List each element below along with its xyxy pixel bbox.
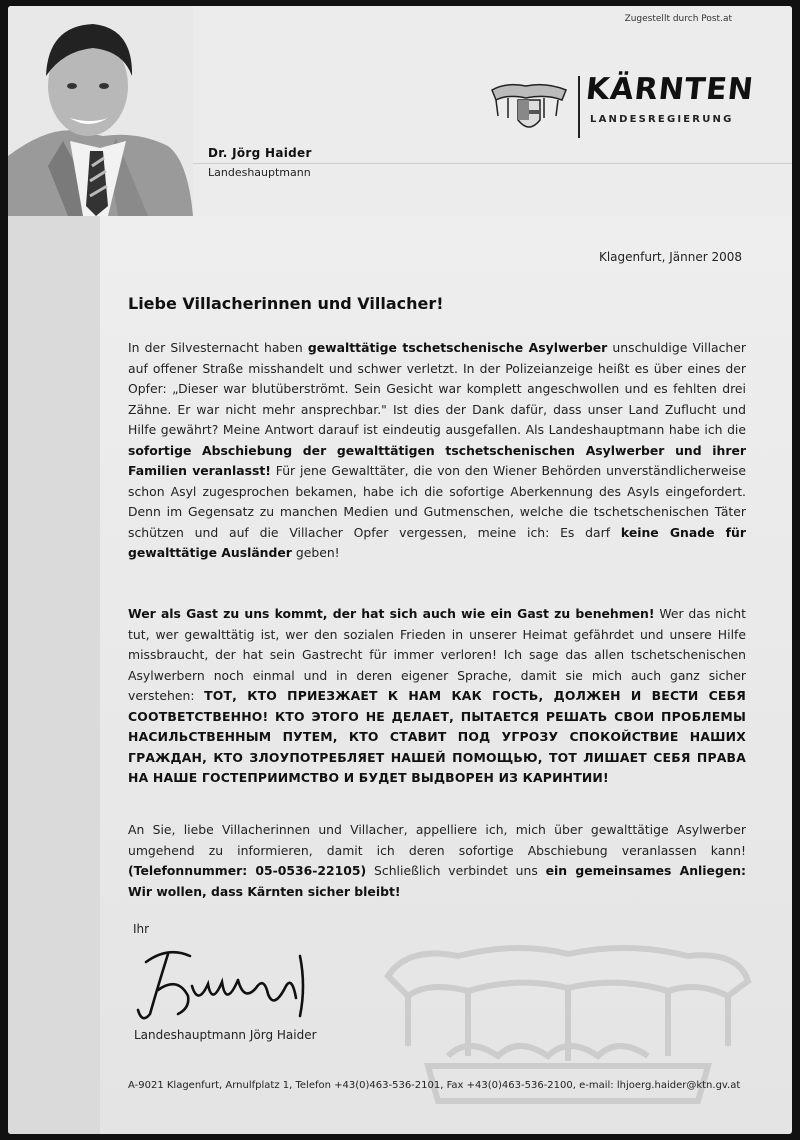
carinthia-crest-icon xyxy=(486,76,572,136)
sender-title: Landeshauptmann xyxy=(208,166,311,179)
p1-bold: gewalttätige tschetschenische Asylwerber xyxy=(307,340,608,355)
p1-bold: sofortige Abschiebung der gewalttätigen tschetschenischen Asylwerber und ihrer Familien veranlasst! xyxy=(128,442,746,478)
sidebar-bar xyxy=(8,206,100,1134)
footer-address: A-9021 Klagenfurt, Arnulfplatz 1, Telefon +43(0)463-536-2101, Fax +43(0)463-536-2100, e-mail: lhjoerg.haider@ktn.gv.at xyxy=(128,1080,741,1091)
p1-text: unschuldige Villacher auf offener Straße misshandelt und schwer verletzt. In der Polizeianzeige heißt es über eines der Opfer: „Dieser war blutüberströmt. Sein Gesicht war komplett angeschwollen und es fehlten drei Zähne. Er war nicht mehr ansprechbar." Ist dies der Dank dafür, dass unser Land Zuflucht und Hilfe gewährt? Meine Antwort darauf ist eindeutig ausgefallen. Als Landeshauptmann habe ich die xyxy=(128,340,746,437)
paragraph-2 xyxy=(128,604,746,789)
brand-subtitle: LANDESREGIERUNG xyxy=(590,114,734,125)
paragraph-3 xyxy=(128,820,746,902)
p3-text: An Sie, liebe Villacherinnen und Villacher, appelliere ich, mich über gewalttätige Asylwerber umgehend zu informieren, damit ich deren sofortige Abschiebung veranlassen kann! xyxy=(128,822,746,858)
portrait-photo xyxy=(8,6,193,216)
letter-page xyxy=(8,6,792,1134)
p1-text: Für jene Gewalttäter, die von den Wiener Behörden unverständlicherweise schon Asyl zugesprochen bekamen, habe ich die sofortige Aberkennung des Asyls eingefordert. Denn im Gegensatz zu manchen Medien und Gutmenschen, welche die tschetschenischen Täter schützen und auf die Villacher Opfer vergessen, meine ich: Es darf xyxy=(128,463,746,540)
header-rule xyxy=(193,163,792,164)
sender-name: Dr. Jörg Haider xyxy=(208,146,312,160)
paragraph-1 xyxy=(128,338,746,564)
brand-divider xyxy=(578,76,580,138)
salutation: Liebe Villacherinnen und Villacher! xyxy=(128,294,444,313)
p2-bold: Wer als Gast zu uns kommt, der hat sich auch wie ein Gast zu benehmen! xyxy=(128,606,655,621)
brand-name: KÄRNTEN xyxy=(584,72,756,107)
p1-bold: keine Gnade für gewalttätige Ausländer xyxy=(128,524,746,560)
handwritten-signature xyxy=(128,936,328,1026)
p3-bold: ein gemeinsames Anliegen: Wir wollen, dass Kärnten sicher bleibt! xyxy=(128,863,746,899)
signature-name: Landeshauptmann Jörg Haider xyxy=(134,1028,317,1042)
p2-text: Wer das nicht tut, wer gewalttätig ist, wer den sozialen Frieden in unserer Heimat gefährdet und unsere Hilfe missbraucht, der hat sein Gastrecht für immer verloren! Ich sage das allen tschetschenischen Asylwerbern noch einmal und in deren eigener Sprache, damit sie mich auch ganz sicher verstehen: xyxy=(128,606,746,703)
p3-text: Schließlich verbindet uns xyxy=(366,863,546,878)
phone-number: (Telefonnummer: 05-0536-22105) xyxy=(128,863,367,878)
p1-text: geben! xyxy=(291,545,340,560)
p1-text: In der Silvesternacht haben xyxy=(128,340,308,355)
letter-date: Klagenfurt, Jänner 2008 xyxy=(598,250,742,264)
postal-note: Zugestellt durch Post.at xyxy=(624,14,732,24)
closing: Ihr xyxy=(133,922,150,936)
p2-russian-text: ТОТ, КТО ПРИЕЗЖАЕТ К НАМ КАК ГОСТЬ, ДОЛЖЕН И ВЕСТИ СЕБЯ СООТВЕТСТВЕННО! КТО ЭТОГО НЕ ДЕЛАЕТ, ПЫТАЕТСЯ РЕШАТЬ СВОИ ПРОБЛЕМЫ НАСИЛЬСТВЕННЫМ ПУТЕМ, КТО СТАВИТ ПОД УГРОЗУ СПОКОЙСТВИЕ НАШИХ ГРАЖДАН, КТО ЗЛОУПОТРЕБЛЯЕТ НАШЕЙ ПОМОЩЬЮ, ТОТ ЛИШАЕТ СЕБЯ ПРАВА НА НАШЕ ГОСТЕПРИИМСТВО И БУДЕТ ВЫДВОРЕН ИЗ КАРИНТИИ! xyxy=(128,688,746,785)
